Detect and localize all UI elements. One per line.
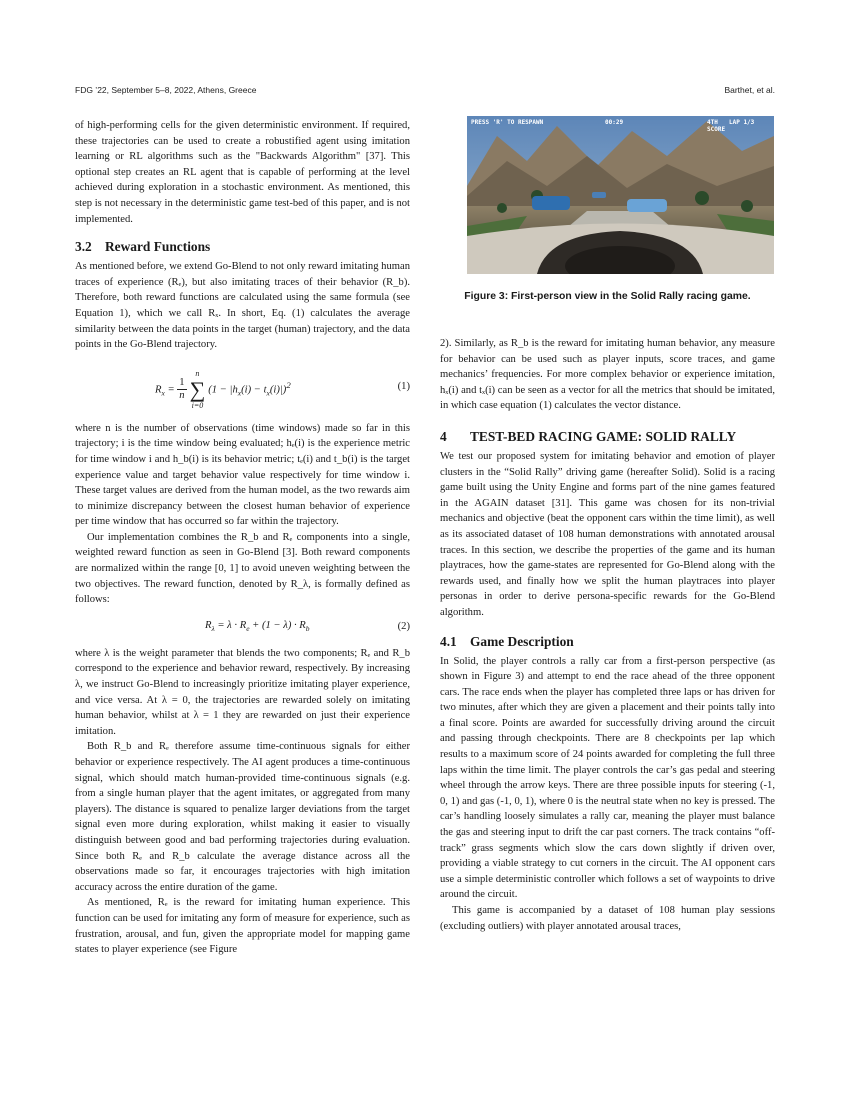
left-column bbox=[75, 118, 410, 958]
equation-1 bbox=[75, 361, 410, 413]
hud-respawn-hint: PRESS 'R' TO RESPAWN bbox=[471, 119, 544, 126]
section-number: 4 bbox=[440, 428, 447, 444]
hud-position: 4TH bbox=[707, 119, 718, 126]
equation-2 bbox=[75, 616, 410, 638]
running-header-authors: Barthet, et al. bbox=[724, 85, 775, 95]
racing-scene-image bbox=[467, 116, 774, 274]
running-header-venue: FDG ’22, September 5–8, 2022, Athens, Greece bbox=[75, 85, 257, 95]
paragraph: Our implementation combines the R_b and Rₑ components into a single, weighted reward function as seen in Go-Blend [3]. Both reward components are normalized within the range [0, 1] to avoid uneven weighting between the two objectives. The reward function, denoted by R_λ, is formally defined as follows: bbox=[75, 531, 410, 606]
equation-number: (2) bbox=[397, 621, 410, 633]
equation-2-expression: $R_\lambda = \lambda \cdot R_e + (1 - \lambda) \cdot R_b$ bbox=[205, 619, 310, 633]
paragraph: Both R_b and Rₑ therefore assume time-continuous signals for either behavior or experience respectively. The AI agent produces a time-continuous signal, which should match human-provided time-continuous signals (e.g. from a single human player that the agent imitates, or aggregated from many players). The distance is squared to penalize larger deviations from the target signal even more during exploration, whilst making it easier to visually distinguish between good and bad performing trajectories during evaluation. Since both Rₑ and R_b calculate the average distance across all the observations made so far, it encourages trajectories with high imitation accuracy across the entire duration of the game. bbox=[75, 741, 410, 893]
hud-lap: LAP 1/3 bbox=[729, 119, 755, 126]
paragraph: We test our proposed system for imitating behavior and emotion of player clusters in the “Solid Rally” driving game (hereafter Solid). Solid is a racing game built using the Unity Engine and forms part of the nine games featured in the AGAIN dataset [31]. This game was chosen for its non-trivial mechanics and objective (beat the opponent cars within the time limit), as well as its associated dataset of 108 human demonstrations with annotated arousal traces. In this section, we describe the properties of the game and its human playtraces, how the game-states are represented for Go-Blend along with the rewards used, and finally how we split the human playtraces into player personas in order to derive persona-specific rewards for the Go-Blend algorithm. bbox=[440, 450, 775, 618]
intro-paragraph: of high-performing cells for the given deterministic environment. If required, these trajectories can be used to create a robustified agent using imitation learning or RL algorithms such as the "Backwards Algorithm" [37]. This optional step creates an RL agent that is capable of performing at the level achieved during exploration in a stochastic environment. As mentioned, this step is not necessary in the deterministic game test-bed of this paper, and is not implemented. bbox=[75, 120, 410, 225]
equation-number: (1) bbox=[397, 380, 410, 392]
section-heading-4-1 bbox=[440, 633, 775, 650]
hud-score: SCORE bbox=[707, 126, 726, 133]
paragraph: In Solid, the player controls a rally car from a first-person perspective (as shown in Figure 3) and attempt to end the race ahead of the three opponent cars. The race ends when the player has completed three laps or has driven for two minutes, after which they are given a placement and their points tally into a final score. Points are awarded for successfully driving around the circuit and passing through checkpoints. There are 8 checkpoints per lap which results to a maximum score of 24 points awarded for completing the full three laps within the time limit. The player controls the car’s gas pedal and steering wheel through the arrow keys. There are three possible inputs for steering (-1, 0, 1) and gas (-1, 0, 1), where 0 is the neutral state when no key is pressed. The car’s handling loosely simulates a rally car, meaning the player must balance the gas and steering input to drift the car past corners. The track contains “off-track” grass segments which slow the cars down slightly if driven over, providing a viable strategy to cut corners in the circuit. The AI opponent cars use a simple deterministic controller which follows a set of waypoints to drive around the circuit. bbox=[440, 655, 775, 901]
section-number: 3.2 bbox=[75, 239, 92, 255]
game-screenshot-figure bbox=[467, 116, 774, 274]
equation-1-expression: $R_x$ = $\frac{1}{n}$ n ∑ $i=0(1 - |h_x(i) - t_x(i)|)^2$ bbox=[155, 368, 291, 410]
section-heading-4 bbox=[440, 428, 775, 445]
paragraph: where λ is the weight parameter that blends the two components; Rₑ and R_b correspond to the experience and behavior reward, respectively. By increasing λ, we instruct Go-Blend to increasingly prioritize imitating player experience, and vice versa. At λ = 0, the trajectories are rewarded solely on imitating human behavior, whilst at λ = 1 they are rewarded on just their experience imitation. bbox=[75, 647, 410, 737]
section-title: TEST-BED RACING GAME: SOLID RALLY bbox=[470, 428, 737, 444]
section-title: Reward Functions bbox=[105, 239, 211, 255]
figure-caption: Figure 3: First-person view in the Solid Rally racing game. bbox=[464, 291, 751, 302]
paragraph: As mentioned, Rₑ is the reward for imitating human experience. This function can be used for imitating any form of measure for experience, such as frustration, arousal, and fun, given the appropriate model for mapping game states to player experience (see Figure bbox=[75, 897, 410, 956]
section-title: Game Description bbox=[470, 633, 574, 649]
paragraph: where n is the number of observations (time windows) made so far in this trajectory; i is the time window being evaluated; hₑ(i) is the experience metric for time window i and h_b(i) is its behavior metric; tₑ(i) and t_b(i) is the target experience value and target behavior value respectively for time window i. These target values are derived from the human model, as the two rewards aim to minimize discrepancy between the closest human behavior of experience per time window that has occurred so far within the trajectory. bbox=[75, 422, 410, 528]
right-column bbox=[440, 336, 775, 934]
section-number: 4.1 bbox=[440, 633, 457, 649]
paragraph: This game is accompanied by a dataset of 108 human play sessions (excluding outliers) with player annotated arousal traces, bbox=[440, 905, 775, 932]
section-heading-3-2 bbox=[75, 238, 410, 255]
paragraph: As mentioned before, we extend Go-Blend to not only reward imitating human traces of experience (Rₑ), but also imitating traces of their behavior (R_b). Therefore, both reward functions are calculated using the same formula (see Equation 1), which we call Rₓ. In short, Eq. (1) calculates the average similarity between the data points in the target (human) trajectory, and the data points in the Go-Blend trajectory. bbox=[75, 261, 410, 351]
paragraph: 2). Similarly, as R_b is the reward for imitating human behavior, any measure for behavior can be used such as player inputs, score traces, and game mechanics’ frequencies. For more complex behavior or experience imitation, hₓ(i) and tₓ(i) can be seen as a vector for all the metrics that should be imitated, in which case equation (1) calculates the vector distance. bbox=[440, 338, 775, 412]
hud-timer: 00:29 bbox=[605, 119, 624, 126]
